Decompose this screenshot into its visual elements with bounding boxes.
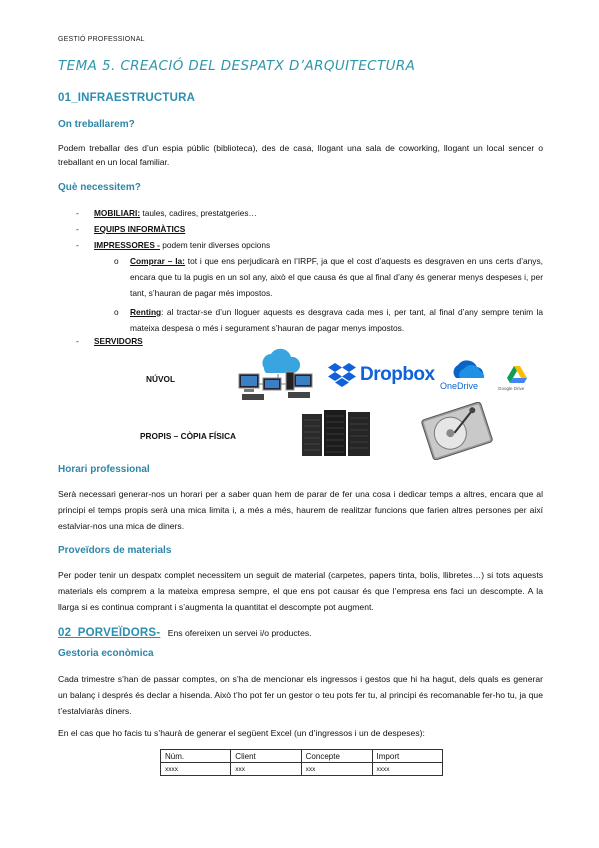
- bullet-dash: -: [76, 240, 79, 250]
- excel-table: [160, 749, 443, 776]
- dropbox-icon: [327, 362, 357, 390]
- hard-drive-image: [418, 402, 496, 460]
- list-item-text: podem tenir diverses opcions: [159, 240, 271, 250]
- sub-bullet: o: [114, 307, 119, 317]
- bullet-dash: -: [76, 208, 79, 218]
- label-propis: PROPIS – CÒPIA FÍSICA: [140, 431, 237, 441]
- subitem-text: tot i que ens perjudicarà en l’IRPF, ja que el cost d’aquests es desgraven en uns certs d’anys, encara que tu la pugis en un sol any, això el que causa és que al final d’any és generar menys despeses i, per tant, s’hauran de pagar més impostos.: [130, 256, 543, 298]
- heading-horari: Horari professional: [58, 464, 150, 475]
- section-heading-porveidors: 02_PORVEÏDORS-: [58, 627, 161, 639]
- heading-gestoria: Gestoria econòmica: [58, 648, 154, 659]
- google-drive-icon: [507, 366, 527, 384]
- cloud-network-image: [236, 344, 316, 404]
- paragraph-gestoria: Cada trimestre s’han de passar comptes, on s’ha de mencionar els ingressos i gestos que hi ha hagut, dels quals es generar un balanç i després és declar a hisenda. Això t’ho pot fer un gestor o teu pots fer tu, al principi és recomanable fer-ho tu, ja que t’estalviaràs diners.: [58, 674, 543, 716]
- table-header-cell: Import: [372, 750, 442, 763]
- section-porveidors: [58, 623, 312, 641]
- subitem-label: Comprar – la:: [130, 256, 185, 266]
- heading-on-treballarem: On treballarem?: [58, 119, 135, 130]
- list-item-label: IMPRESSORES -: [94, 240, 160, 250]
- paragraph-proveidors: Per poder tenir un despatx complet necessitem un seguit de material (carpetes, papers tinta, bolis, llibretes…) si tots aquests materials els comprem a la mateixa empresa sempre, el que ens pot causar és que l’empresa ens faci un descompte. A la llarga si es continua comprant i s’augmenta la quantitat el descompte pot augment.: [58, 570, 543, 612]
- table-header-cell: Núm.: [161, 750, 231, 763]
- table-cell: xxx: [231, 763, 301, 776]
- section-porveidors-text: Ens ofereixen un servei i/o productes.: [167, 628, 312, 638]
- subitem-comprar: [130, 253, 543, 301]
- section-heading-infraestructura: 01_INFRAESTRUCTURA: [58, 92, 196, 104]
- server-racks-image: [300, 408, 380, 458]
- list-item-label: MOBILIARI:: [94, 208, 141, 218]
- google-drive-wordmark: Google Drive: [498, 386, 525, 391]
- subitem-label: Renting: [130, 307, 162, 317]
- subitem-renting: [130, 304, 543, 336]
- list-item-label: EQUIPS INFORMÀTICS: [94, 224, 186, 234]
- bullet-dash: -: [76, 336, 79, 346]
- list-item-servidors: [94, 336, 143, 346]
- dropbox-logo: [327, 360, 433, 390]
- onedrive-cloud-icon: [446, 358, 490, 380]
- page-header: GESTIÓ PROFESSIONAL: [58, 36, 145, 43]
- paragraph-gestoria-excel: En el cas que ho facis tu s’haurà de generar el següent Excel (un d’ingressos i un de despeses):: [58, 728, 425, 738]
- table-cell: xxx: [301, 763, 372, 776]
- table-header-cell: Client: [231, 750, 301, 763]
- label-nuvol: NÚVOL: [146, 374, 176, 384]
- bullet-dash: -: [76, 224, 79, 234]
- page-title: TEMA 5. CREACIÓ DEL DESPATX D’ARQUITECTURA: [58, 58, 416, 74]
- table-header-row: [161, 750, 443, 763]
- onedrive-logo: [440, 358, 496, 394]
- heading-proveidors: Proveïdors de materials: [58, 545, 172, 556]
- sub-bullet: o: [114, 256, 119, 266]
- table-cell: xxxx: [161, 763, 231, 776]
- list-item-mobiliari: [94, 208, 257, 218]
- table-header-cell: Concepte: [301, 750, 372, 763]
- subitem-text: : al tractar-se d’un lloguer aquests es desgrava cada mes i, per tant, al final d’any sempre tenim la mateixa despesa o més i segurament s’hauran de pagar menys impostos.: [130, 307, 543, 333]
- list-item-impressores: [94, 240, 270, 250]
- paragraph-horari: Serà necessari generar-nos un horari per a saber quan hem de parar de fer una cosa i dedicar temps a altres, encara que al principi el temps propis serà una mica limita i, a més a més, haurem de realitzar funcions que farien altres persones per així estalviar-nos una mica de diners.: [58, 489, 543, 531]
- heading-que-necessitem: Què necessitem?: [58, 182, 141, 193]
- dropbox-wordmark: Dropbox: [360, 364, 435, 385]
- list-item-label: SERVIDORS: [94, 336, 143, 346]
- list-item-equips: [94, 224, 185, 234]
- list-item-text: taules, cadires, prestatgeries…: [140, 208, 257, 218]
- google-drive-logo: [498, 366, 538, 396]
- table-row: [161, 763, 443, 776]
- paragraph-on-treballarem: Podem treballar des d’un espia públic (biblioteca), des de casa, llogant una sala de coworking, llogant un local sencer o treballant en un local familiar.: [58, 143, 543, 167]
- onedrive-wordmark: OneDrive: [440, 381, 479, 391]
- table-cell: xxxx: [372, 763, 442, 776]
